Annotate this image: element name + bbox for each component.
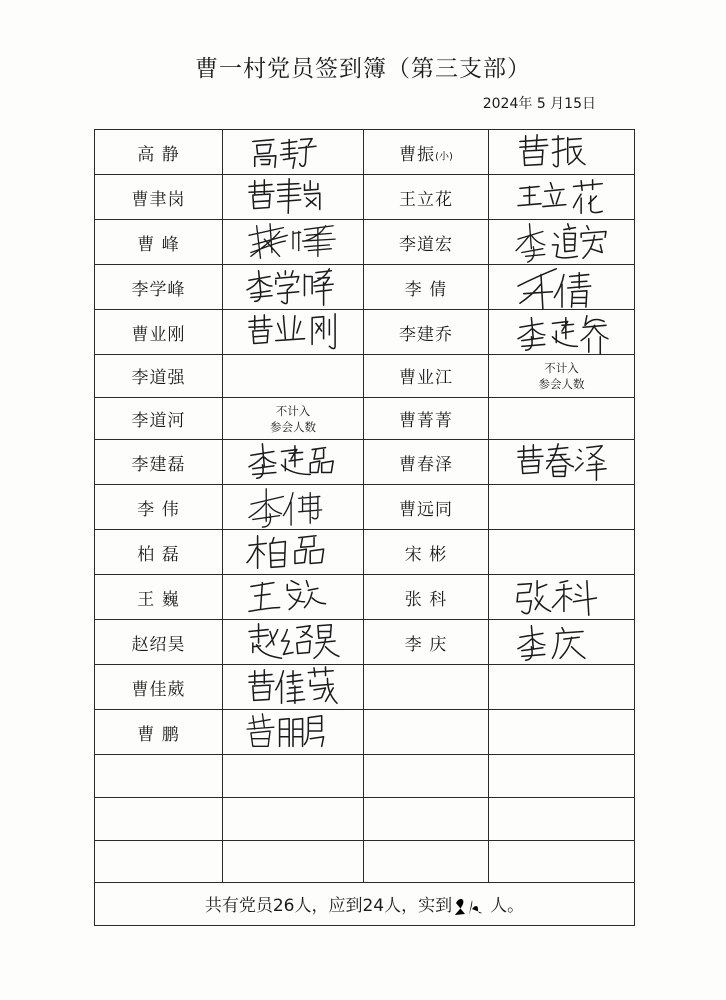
member-name-cell [95, 175, 223, 220]
member-name: 曹 鹏 [137, 724, 180, 745]
signature-image [512, 440, 612, 484]
signature-image [243, 710, 343, 754]
handwritten-signature [223, 665, 364, 710]
signature-image [243, 665, 343, 709]
signature-image [243, 220, 343, 264]
member-name-cell [364, 310, 489, 355]
member-name-cell [95, 440, 223, 485]
not-counted-note [489, 355, 635, 398]
member-name: 曹春泽 [399, 454, 453, 475]
member-name-cell [95, 575, 223, 620]
member-name: 曹佳葳 [131, 679, 186, 700]
handwritten-signature [489, 220, 635, 265]
member-name-cell [95, 798, 223, 841]
member-name-cell [95, 755, 223, 798]
handwritten-signature [223, 175, 364, 220]
handwritten-signature [489, 175, 635, 220]
member-name-cell [364, 440, 489, 485]
page-title: 曹一村党员签到簿（第三支部） [195, 56, 531, 82]
member-name-cell [364, 840, 489, 883]
member-name: 李建乔 [399, 324, 453, 345]
empty-signature-cell [223, 355, 364, 398]
member-name-cell [364, 355, 489, 398]
empty-signature-cell [223, 798, 364, 841]
handwritten-signature [223, 440, 364, 485]
member-name-cell [95, 665, 223, 710]
member-name-cell [364, 798, 489, 841]
note-line: 参会人数 [538, 376, 585, 391]
member-name: 李道河 [131, 411, 186, 432]
sign-in-date: 2024年 5 月15日 [482, 96, 596, 112]
member-name: 李 倩 [404, 279, 448, 300]
table-row [95, 798, 635, 841]
member-name: 曹业江 [399, 368, 453, 389]
signature-image [512, 485, 612, 529]
handwritten-signature [223, 130, 364, 175]
member-name: 李学峰 [131, 279, 186, 300]
summary-suffix: 人。 [490, 896, 525, 917]
member-name: 赵绍昊 [131, 634, 186, 655]
table-row [95, 840, 635, 883]
table-row [95, 310, 635, 355]
signature-image [243, 530, 343, 574]
member-name: 李 伟 [137, 499, 180, 520]
empty-signature-cell [489, 840, 635, 883]
member-name: 张 科 [404, 589, 448, 610]
member-name: 曹菁菁 [399, 411, 453, 432]
not-counted-note [223, 397, 364, 440]
table-row [95, 485, 635, 530]
signature-image [512, 620, 612, 664]
handwritten-signature [489, 440, 635, 485]
table-row [95, 620, 635, 665]
member-name-cell [95, 355, 223, 398]
signature-image [512, 265, 612, 309]
signature-image [512, 130, 612, 174]
empty-signature-cell [489, 530, 635, 575]
member-name: 曹振 [399, 144, 436, 165]
member-name-cell [364, 130, 489, 175]
handwritten-signature [223, 485, 364, 530]
sign-in-table [94, 129, 635, 926]
member-name-cell [95, 397, 223, 440]
member-name-suffix: (小) [435, 151, 453, 162]
member-name-cell [95, 485, 223, 530]
member-name: 曹业刚 [131, 324, 186, 345]
member-name-cell [95, 620, 223, 665]
table-row [95, 265, 635, 310]
handwritten-signature [223, 310, 364, 355]
member-name: 曹聿岗 [131, 189, 186, 210]
signature-image [243, 130, 343, 174]
table-row [95, 220, 635, 265]
handwritten-signature [489, 620, 635, 665]
table-row [95, 355, 635, 398]
table-row [95, 755, 635, 798]
member-name-cell [364, 220, 489, 265]
signature-image [512, 220, 612, 264]
empty-signature-cell [489, 798, 635, 841]
signature-image [512, 575, 612, 619]
member-name: 曹 峰 [137, 234, 180, 255]
member-name-cell [364, 175, 489, 220]
table-row [95, 175, 635, 220]
handwritten-signature [489, 575, 635, 620]
table-row [95, 130, 635, 175]
table-row [95, 575, 635, 620]
member-name-cell [364, 665, 489, 710]
member-name-cell [95, 130, 223, 175]
member-name-cell [95, 265, 223, 310]
signature-image [512, 310, 612, 354]
handwritten-signature [223, 710, 364, 755]
empty-signature-cell [489, 755, 635, 798]
empty-signature-cell [223, 755, 364, 798]
empty-signature-cell [489, 665, 635, 710]
member-name: 王 巍 [137, 589, 180, 610]
member-name-cell [364, 710, 489, 755]
handwritten-signature [489, 265, 635, 310]
handwritten-signature [223, 575, 364, 620]
handwritten-signature [223, 265, 364, 310]
signature-image [512, 175, 612, 219]
member-name: 李建磊 [131, 454, 186, 475]
handwritten-signature [223, 620, 364, 665]
summary-row [95, 883, 635, 926]
summary-prefix: 共有党员26人，应到24人，实到 [204, 896, 453, 917]
member-name-cell [364, 575, 489, 620]
signature-image [243, 265, 343, 309]
member-name-cell [364, 485, 489, 530]
member-name: 宋 彬 [404, 544, 448, 565]
member-name: 李道强 [131, 368, 186, 389]
member-name: 曹远同 [399, 499, 453, 520]
table-row [95, 530, 635, 575]
handwritten-count [452, 895, 490, 917]
handwritten-signature [489, 485, 635, 530]
member-name-cell [364, 530, 489, 575]
attendance-summary [95, 883, 635, 926]
handwritten-signature [489, 310, 635, 355]
member-name-cell [364, 397, 489, 440]
note-line: 参会人数 [270, 419, 316, 434]
note-line: 不计入 [275, 403, 311, 418]
signature-image [243, 440, 343, 484]
member-name-cell [95, 530, 223, 575]
handwritten-signature [489, 130, 635, 175]
empty-signature-cell [223, 840, 364, 883]
member-name-cell [364, 755, 489, 798]
handwritten-signature [223, 530, 364, 575]
table-row [95, 440, 635, 485]
table-row [95, 710, 635, 755]
member-name-cell [364, 265, 489, 310]
signature-image [243, 620, 343, 664]
member-name-cell [95, 310, 223, 355]
signature-image [243, 310, 343, 354]
note-line: 不计入 [544, 360, 579, 375]
member-name-cell [95, 710, 223, 755]
member-name-cell [95, 220, 223, 265]
signature-image [243, 485, 343, 529]
empty-signature-cell [489, 397, 635, 440]
handwritten-signature [223, 220, 364, 265]
signature-image [243, 575, 343, 619]
member-name: 柏 磊 [137, 544, 180, 565]
member-name-cell [95, 840, 223, 883]
member-name: 李 庆 [404, 634, 448, 655]
empty-signature-cell [489, 710, 635, 755]
member-name: 李道宏 [399, 234, 453, 255]
signature-image [243, 175, 343, 219]
table-row [95, 397, 635, 440]
table-row [95, 665, 635, 710]
member-name-cell [364, 620, 489, 665]
member-name: 王立花 [399, 189, 453, 210]
member-name: 高 静 [137, 144, 180, 165]
